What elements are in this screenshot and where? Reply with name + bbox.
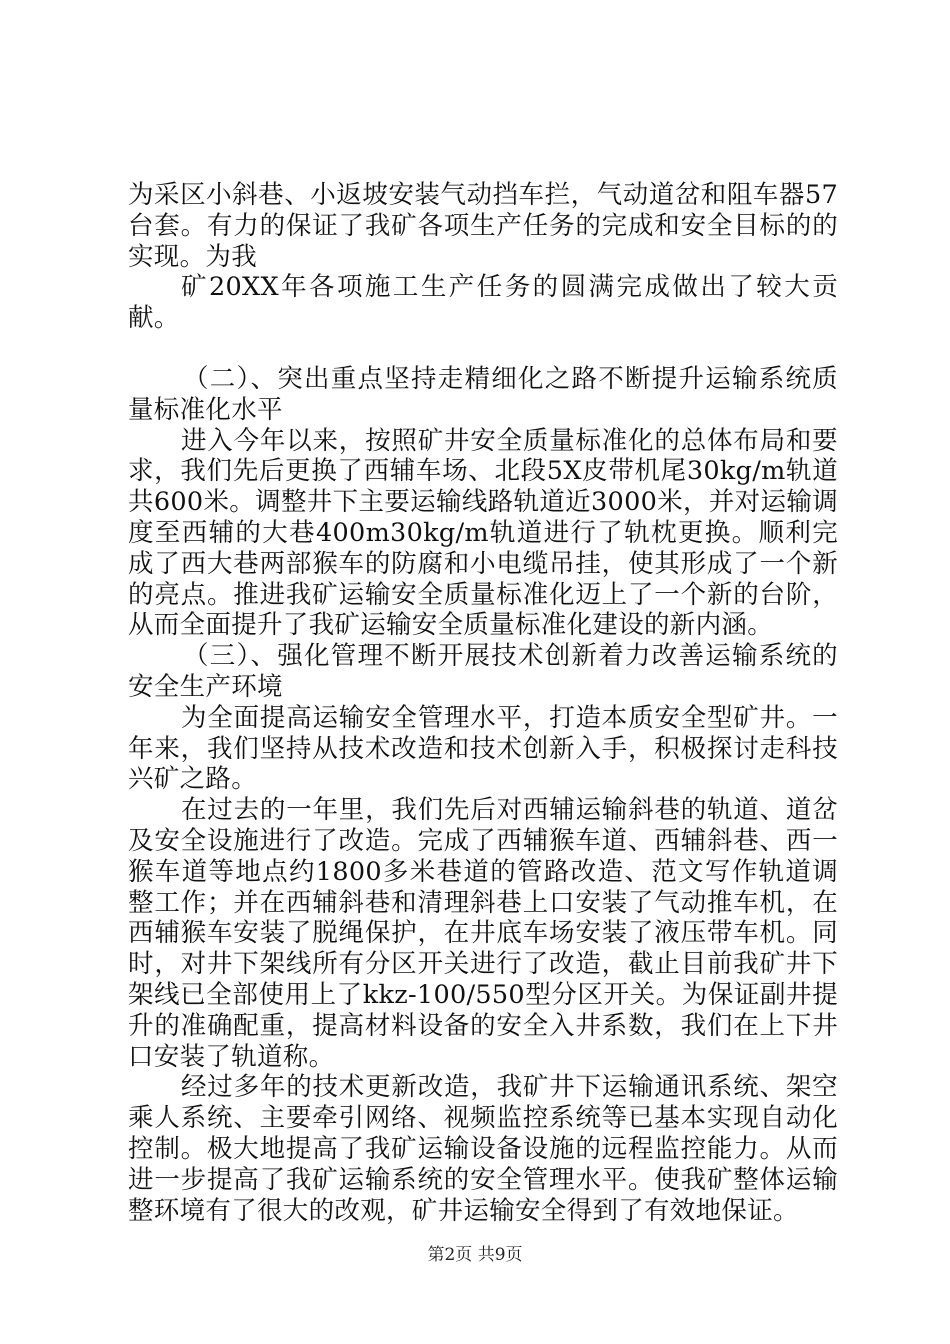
page-footer: 第2页 共9页 (427, 1245, 523, 1265)
paragraph-quality-standard: 进入今年以来，按照矿井安全质量标准化的总体布局和要求，我们先后更换了西辅车场、北段5X皮带机尾30kg/m轨道共600米。调整井下主要运输线路轨道近3000米，并对运输调度至西辅的大巷400m30kg/m轨道进行了轨枕更换。顺利完成了西大巷两部猴车的防腐和小电缆吊挂，使其形成了一个新的亮点。推进我矿运输安全质量标准化迈上了一个新的台阶，从而全面提升了我矿运输安全质量标准化建设的新内涵。 (128, 425, 838, 641)
document-body (128, 180, 838, 1226)
paragraph-continuation: 为采区小斜巷、小返坡安装气动挡车拦，气动道岔和阻车器57台套。有力的保证了我矿各项生产任务的完成和安全目标的的实现。为我 (128, 180, 838, 272)
paragraph-safety-management: 为全面提高运输安全管理水平，打造本质安全型矿井。一年来，我们坚持从技术改造和技术创新入手，积极探讨走科技兴矿之路。 (128, 702, 838, 795)
section-heading-3: （三）、强化管理不断开展技术创新着力改善运输系统的安全生产环境 (128, 641, 838, 702)
paragraph-continuation-tail: 矿20XX年各项施工生产任务的圆满完成做出了较大贡献。 (128, 272, 838, 334)
section-heading-2: （二）、突出重点坚持走精细化之路不断提升运输系统质量标准化水平 (128, 363, 838, 425)
paragraph-technical-renovation: 在过去的一年里，我们先后对西辅运输斜巷的轨道、道岔及安全设施进行了改造。完成了西辅猴车道、西辅斜巷、西一猴车道等地点约1800多米巷道的管路改造、范文写作轨道调整工作；并在西辅斜巷和清理斜巷上口安装了气动推车机，在西辅猴车安装了脱绳保护，在井底车场安装了液压带车机。同时，对井下架线所有分区开关进行了改造，截止目前我矿井下架线已全部使用上了kkz-100/550型分区开关。为保证副井提升的准确配重，提高材料设备的安全入井系数，我们在上下井口安装了轨道称。 (128, 795, 838, 1072)
paragraph-automation: 经过多年的技术更新改造，我矿井下运输通讯系统、架空乘人系统、主要牵引网络、视频监控系统等已基本实现自动化控制。极大地提高了我矿运输设备设施的远程监控能力。从而进一步提高了我矿运输系统的安全管理水平。使我矿整体运输整环境有了很大的改观，矿井运输安全得到了有效地保证。 (128, 1072, 838, 1226)
